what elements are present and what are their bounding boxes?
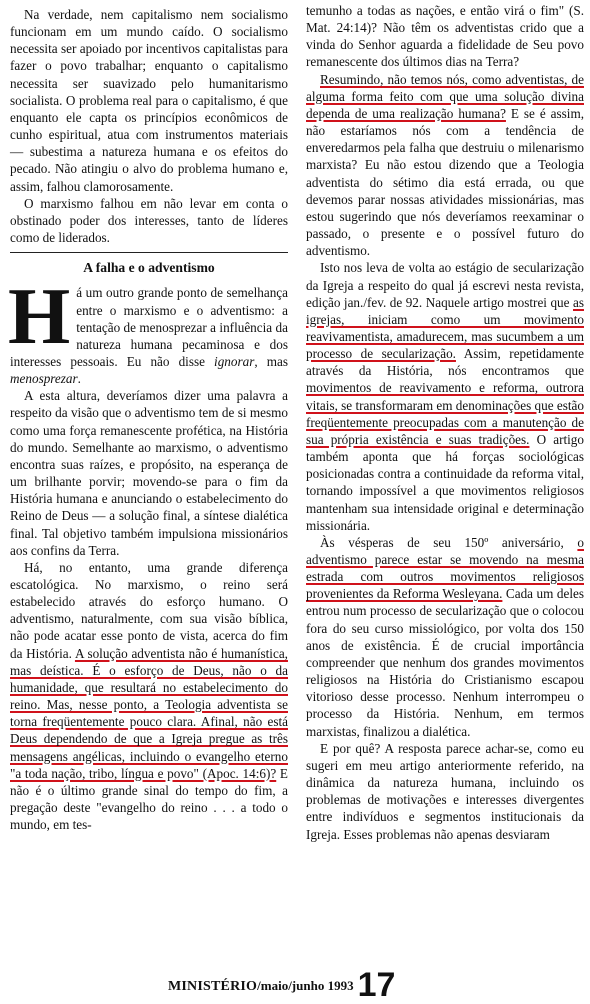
red-underline-highlight: movimentos de reavivamento e reforma, outrora vitais, se transformaram em denominações que estão freqüentemente preocupadas com a manutenção de sua própria existência e suas tradições. [306,380,584,447]
left-column [10,6,288,833]
right-column [306,2,584,843]
paragraph: Às vésperas de seu 150º aniversário, o adventismo parece estar se movendo na mesma estrada com outros movimentos religiosos provenientes da Reforma Wesleyana. Cada um deles entrou num processo de secularização que o colocou fora do seu curso missiológico, por volta dos 150 anos de existência. É de crucial importância compreender que nenhum dos grandes movimentos religiosos na História do Cristianismo escapou vitorioso desse processo. Nenhum interrompeu o processo da História. Nenhum, em termos marxistas, finalizou a dialética. [306,534,585,739]
paragraph: A esta altura, deveríamos dizer uma palavra a respeito da visão que o adventismo tem de si mesmo como uma força remanescente profética, na História do mundo. Semelhante ao marxismo, o adventismo encontra suas raízes, e propósito, na esperança de um brilhante porvir; movendo-se para o fim da História humana e anunciando o estabelecimento do Reino de Deus — a solução final, a síntese dialética final. Tal objetivo também impulsiona missionários aos confins da Terra. [10,388,288,558]
red-underline-highlight: o adventismo parece estar se movendo na mesma estrada com outros movimentos religiosos provenientes da Reforma Wesleyana. [306,534,584,602]
issue-date: /maio/junho 1993 [257,978,354,993]
red-underline-highlight: as igrejas, iniciam como um movimento reavivamentista, amadurecem, mas sucumbem a um processo de secularização. [306,294,584,362]
paragraph: Há, no entanto, uma grande diferença escatológica. No marxismo, o reino será estabelecido através do esforço humano. O adventismo, naturalmente, com sua visão bíblica, não pode acatar esse ponto de vista, acerca do fim da História. A solução adventista não é humanística, mas deística. É o esforço de Deus, não o da humanidade, que resultará no estabelecimento do reino. Mas, nesse ponto, a Teologia adventista se torna freqüentemente pouco clara. Afinal, não está Deus dependendo de que a Igreja pregue as três mensagens angélicas, incluindo o evangelho eterno "a toda nação, tribo, língua e povo" (Apoc. 14:6)? E não é o último grande sinal do tempo do fim, a pregação deste "evangelho do reino . . . a todo o mundo, em tes- [10,559,288,833]
paragraph: O marxismo falhou em não levar em conta o obstinado poder dos interesses, tanto de líderes como de liderados. [10,195,288,246]
page-footer [168,966,588,1004]
section-divider [10,252,288,253]
paragraph: E por quê? A resposta parece achar-se, como eu sugeri em meu artigo anteriormente referido, na dinâmica da natureza humana, incluindo os problemas de motivações e interesses divergentes entre indivíduos e segmentos institucionais da Igreja. Esses problemas não apenas desviaram [306,740,584,842]
red-underline-highlight: A solução adventista não é humanística, mas deística. É o esforço de Deus, não o da humanidade, que resultará no estabelecimento do reino. Mas, nesse ponto, a Teologia adventista se torna freqüentemente pouco clara. Afinal, não está Deus dependendo de que a Igreja pregue as três mensagens angélicas, incluindo o evangelho eterno "a toda nação, tribo, língua e povo" (Apoc. 14:6)? [10,645,288,781]
paragraph: Na verdade, nem capitalismo nem socialismo funcionam em um mundo caído. O socialismo necessita ser apoiado por incentivos capitalistas para fazer o povo trabalhar; enquanto o capitalismo necessita ser suavizado pelo humanitarismo socialista. O problema real para o capitalismo, é que enquanto ele capta os princípios econômicos de cunho espiritual, atua com instrumentos materiais — subestima a natureza humana e os efeitos do pecado. Não atingiu o alvo do problema humano e, assim, falhou clamorosamente. [10,7,288,194]
drop-cap: H [8,273,71,362]
section-title: A falha e o adventismo [83,260,215,276]
paragraph-dropcap: Há um outro grande ponto de semelhança entre o marxismo e o adventismo: a tentação de menosprezar a influência da natureza humana pecaminosa e dos interesses pessoais. Eu não disse ignorar, mas menosprezar. [8,273,288,387]
paragraph: Isto nos leva de volta ao estágio de secularização da Igreja a respeito do qual já escrevi nesta revista, edição jan./fev. de 92. Naquele artigo mostrei que as igrejas, iniciam como um movimento reavivamentista, amadurecem, mas sucumbem a um processo de secularização. Assim, repetidamente através da História, nós encontramos que movimentos de reavivamento e reforma, outrora vitais, se transformaram em denominações que estão freqüentemente preocupadas com a manutenção de sua própria existência e suas tradições. O artigo também aponta que há forças sociológicas posicionadas contra a continuidade da reforma vital, tornando impossível a que movimentos religiosos mantenham sua intensidade original e determinação missionária. [306,260,584,533]
red-underline-highlight: Resumindo, não temos nós, como adventistas, de alguma forma feito com que uma solução divina dependa de uma realização humana? [306,71,584,121]
page-number: 17 [357,966,396,1004]
paragraph: Resumindo, não temos nós, como adventistas, de alguma forma feito com que uma solução divina dependa de uma realização humana? E se é assim, não estaríamos nós com a tendência de enveredarmos pela falha que destruiu o milenarismo marxista? Eu não estou dizendo que a Teologia adventista do sétimo dia está errada, ou que devemos parar nossas atividades missionárias, mas estou sugerindo que nós deveríamos reexaminar o passado, o presente e o possível futuro do adventismo. [306,71,585,259]
paragraph: temunho a todas as nações, e então virá o fim" (S. Mat. 24:14)? Não têm os adventistas crido que a vinda do Senhor aguarda a fidelidade de Seu povo remanescente dos últimos dias na Terra? [306,3,584,70]
magazine-name: MINISTÉRIO [168,979,258,994]
